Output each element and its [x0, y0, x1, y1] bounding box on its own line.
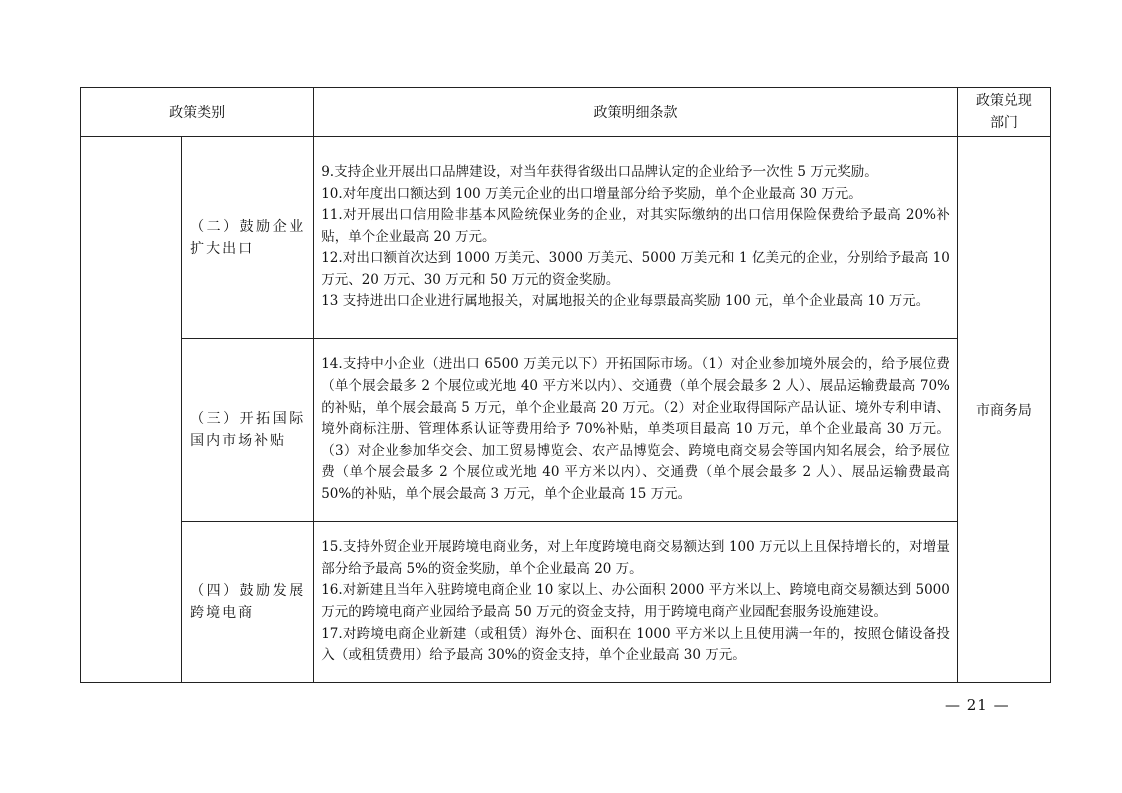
subcategory-cell: （四）鼓励发展跨境电商 — [182, 522, 314, 683]
policy-item: 13 支持进出口企业进行属地报关，对属地报关的企业每票最高奖励 100 元，单个企业最高 10 万元。 — [321, 293, 930, 310]
header-category: 政策类别 — [81, 88, 314, 137]
category-cell — [81, 137, 182, 683]
subcategory-cell: （二）鼓励企业扩大出口 — [182, 137, 314, 339]
header-department-line1: 政策兑现 — [975, 93, 1032, 109]
department-cell: 市商务局 — [957, 137, 1050, 683]
table-row — [81, 137, 1051, 339]
detail-cell — [314, 339, 958, 522]
policy-item: 11.对开展出口信用险非基本风险统保业务的企业，对其实际缴纳的出口信用保险保费给予最高 20%补贴，单个企业最高 20 万元。 — [321, 207, 950, 245]
policy-item: 17.对跨境电商企业新建（或租赁）海外仓、面积在 1000 平方米以上且使用满一年的，按照仓储设备投入（或租赁费用）给予最高 30%的资金支持，单个企业最高 30 万元。 — [321, 625, 950, 664]
table-row — [81, 339, 1051, 522]
policy-item: 12.对出口额首次达到 1000 万美元、3000 万美元、5000 万美元和 1 亿美元的企业，分别给予最高 10 万元、20 万元、30 万元和 50 万元的资金奖励。 — [321, 250, 950, 288]
detail-cell — [314, 137, 958, 339]
subcategory-cell: （三）开拓国际国内市场补贴 — [182, 339, 314, 522]
policy-item: 15.支持外贸企业开展跨境电商业务，对上年度跨境电商交易额达到 100 万元以上且保持增长的，对增量部分给予最高 5%的资金奖励，单个企业最高 20 万。 — [321, 539, 950, 577]
policy-table — [80, 87, 1051, 683]
policy-item: 16.对新建且当年入驻跨境电商企业 10 家以上、办公面积 2000 平方米以上、跨境电商交易额达到 5000 万元的跨境电商产业园给予最高 50 万元的资金支持，用于跨境电商产业园配套服务设施建设。 — [321, 582, 950, 620]
detail-cell — [314, 522, 958, 683]
table-row — [81, 522, 1051, 683]
header-department-line2: 部门 — [989, 115, 1018, 131]
page-number: — 21 — — [945, 696, 1010, 714]
header-department — [957, 88, 1050, 137]
policy-item: 10.对年度出口额达到 100 万美元企业的出口增量部分给予奖励，单个企业最高 30 万元。 — [321, 185, 862, 202]
table-header-row — [81, 88, 1051, 137]
policy-item: 9.支持企业开展出口品牌建设，对当年获得省级出口品牌认定的企业给予一次性 5 万元奖励。 — [321, 163, 878, 180]
policy-item: 14.支持中小企业（进出口 6500 万美元以下）开拓国际市场。（1）对企业参加境外展会的，给予展位费（单个展会最多 2 个展位或光地 40 平方米以内）、交通费（单个展会最多 2 人）、展品运输费最高 70%的补贴，单个展会最高 5 万元，单个企业最高 20 万元。（2）对企业取得国际产品认证、境外专利申请、境外商标注册、管理体系认证等费用给予 70%补贴，单类项目最高 10 万元，单个企业最高 30 万元。（3）对企业参加华交会、加工贸易博览会、农产品博览会、跨境电商交易会等国内知名展会，给予展位费（单个展会最多 2 个展位或光地 40 平方米以内）、交通费（单个展会最多 2 人）、展品运输费最高 50%的补贴，单个展会最高 3 万元，单个企业最高 15 万元。 — [321, 356, 950, 502]
header-details: 政策明细条款 — [314, 88, 958, 137]
